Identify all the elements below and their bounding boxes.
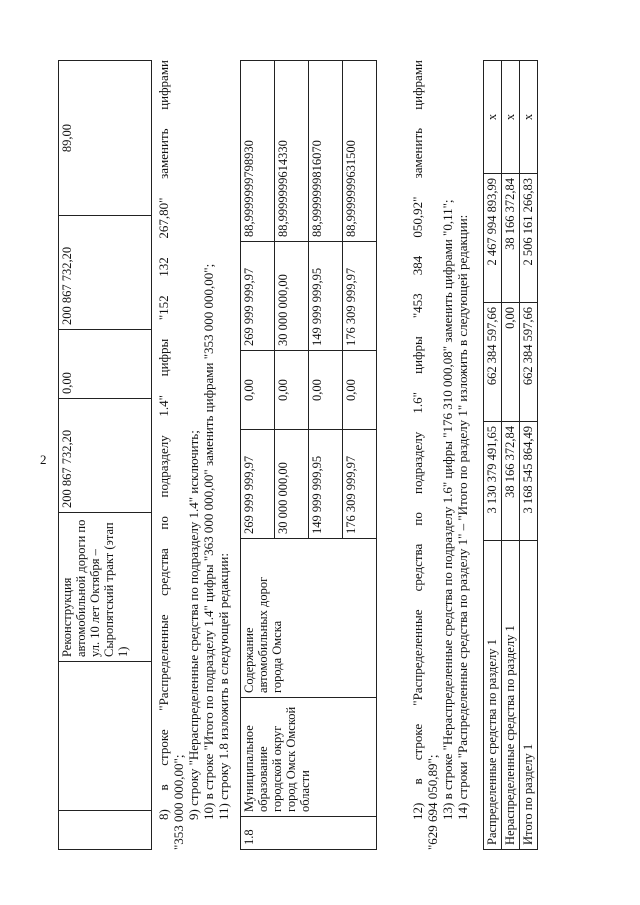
- paragraph-11: 11) строку 1.8 изложить в следующей редакции:: [216, 553, 231, 820]
- table-cell: Итого по разделу 1: [520, 541, 538, 850]
- table-cell: 0,00: [343, 351, 377, 430]
- table-cell: 269 999 999,97: [241, 430, 275, 539]
- table-cell: 88,9999999614330: [275, 61, 309, 242]
- table-cell: 3 168 545 864,49: [520, 422, 538, 541]
- table-cell: 89,00: [59, 61, 152, 216]
- paragraph-14: 14) строки "Распределенные средства по разделу 1" – "Итого по разделу 1" изложить в следующей редакции:: [455, 214, 470, 820]
- table-cell: 200 867 732,20: [59, 399, 152, 513]
- table-cell: Распределенные средства по разделу 1: [484, 541, 502, 850]
- table-cell: x: [484, 61, 502, 174]
- table-cell: 0,00: [59, 330, 152, 399]
- table-cell: x: [502, 61, 520, 174]
- table-cell: 662 384 597,66: [484, 303, 502, 422]
- table-cell: Реконструкция автомобильной дороги по ул. 10 лет Октября – Сыропятский тракт (этап 1): [59, 513, 152, 662]
- table-cell: 149 999 999,95: [309, 242, 343, 351]
- table-cell: Нераспределенные средства по разделу 1: [502, 541, 520, 850]
- table-cell: 88,9999999631500: [343, 61, 377, 242]
- table-row: [502, 61, 520, 850]
- table-row-1-8: [240, 60, 377, 850]
- activity-cell: Содержание автомобильных дорог города Омска: [241, 539, 377, 698]
- table-cell: 38 166 372,84: [502, 422, 520, 541]
- table-cell: 38 166 372,84: [502, 174, 520, 303]
- municipality-cell: Муниципальное образование городской округ город Омск Омской области: [241, 698, 377, 817]
- table-row: [520, 61, 538, 850]
- table-cell: 200 867 732,20: [59, 216, 152, 330]
- table-road-reconstruction: [58, 60, 152, 850]
- table-cell: 30 000 000,00: [275, 430, 309, 539]
- table-cell: 176 309 999,97: [343, 242, 377, 351]
- table-cell: 2 506 161 266,83: [520, 174, 538, 303]
- paragraph-12-cont: "629 694 050,89";: [425, 754, 440, 850]
- table-cell: x: [520, 61, 538, 174]
- table-row: [484, 61, 502, 850]
- table-cell: 88,9999999816070: [309, 61, 343, 242]
- table-cell: 30 000 000,00: [275, 242, 309, 351]
- table-cell: 2 467 994 893,99: [484, 174, 502, 303]
- table-section-totals: [483, 60, 538, 850]
- table-row: [241, 61, 275, 850]
- rotated-document: [0, 30, 640, 880]
- table-cell: 0,00: [241, 351, 275, 430]
- paragraph-10: 10) в строке "Итого по подразделу 1.4" цифры "363 000 000,00" заменить цифрами "353 000 000,00";: [201, 263, 216, 820]
- table-cell: 0,00: [309, 351, 343, 430]
- table-cell: [59, 811, 152, 850]
- table-cell: 3 130 379 491,65: [484, 422, 502, 541]
- paragraph-13: 13) в строке "Нераспределенные средства по подразделу 1.6" цифры "176 310 000,08" заменить цифрами "0,11";: [440, 199, 455, 820]
- table-cell: 662 384 597,66: [520, 303, 538, 422]
- table-cell: 88,9999999798930: [241, 61, 275, 242]
- paragraph-12: 12) в строке "Распределенные средства по подразделу 1.6" цифры "453 384 050,92" заменить цифрами: [410, 60, 425, 820]
- paragraph-9: 9) строку "Нераспределенные средства по подразделу 1.4" исключить;: [186, 430, 201, 820]
- table-cell: 269 999 999,97: [241, 242, 275, 351]
- table-cell: 176 309 999,97: [343, 430, 377, 539]
- table-cell: 0,00: [502, 303, 520, 422]
- page-number: 2: [40, 452, 47, 467]
- paragraph-8: 8) в строке "Распределенные средства по подразделу 1.4" цифры "152 132 267,80" заменить цифрами: [156, 60, 171, 820]
- table-row: [59, 61, 152, 850]
- table-cell: 0,00: [275, 351, 309, 430]
- row-number: 1.8: [241, 817, 377, 850]
- paragraph-8-cont: "353 000 000,00";: [171, 754, 186, 850]
- table-cell: [59, 662, 152, 811]
- table-cell: 149 999 999,95: [309, 430, 343, 539]
